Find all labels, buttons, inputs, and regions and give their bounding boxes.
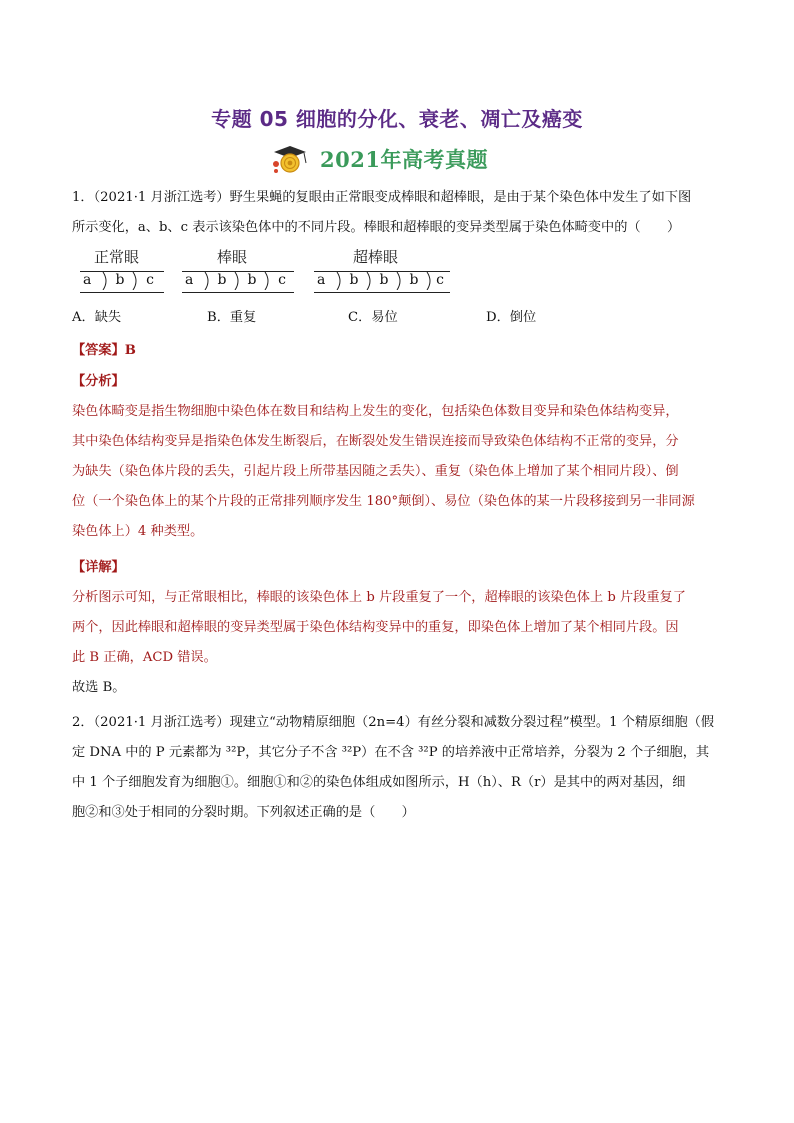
analysis-line-4: 位（一个染色体上的某个片段的正常排列顺序发生 180°颠倒）、易位（染色体的某一片段移接到另一非同源 [72,494,695,509]
segment-c: c [278,272,286,288]
segment-a: a [317,272,326,288]
segment-b: b [115,272,125,288]
question-1-options [72,306,724,330]
segment-c: c [146,272,154,288]
option-b[interactable]: B．重复 [207,310,257,325]
subtitle-row [268,142,488,176]
question-2-line-3: 中 1 个子细胞发育为细胞①。细胞①和②的染色体组成如图所示，H（h）、R（r）是其中的两对基因，细 [72,775,686,790]
segment-b: b [247,272,257,288]
answer-tag: 【答案】B [72,343,136,358]
answer-line [72,336,724,366]
option-d[interactable]: D．倒位 [486,310,537,325]
analysis-line-3: 为缺失（染色体片段的丢失，引起片段上所带基因随之丢失）、重复（染色体上增加了某个相同片段）、倒 [72,464,679,479]
detail-line-1: 分析图示可知，与正常眼相比，棒眼的该染色体上 b 片段重复了一个，超棒眼的该染色体上 b 片段重复了 [72,590,686,605]
question-1-line-2: 所示变化，a、b、c 表示该染色体中的不同片段。棒眼和超棒眼的变异类型属于染色体畸变中的（ ） [72,220,681,235]
subtitle: 2021年高考真题 [320,147,488,172]
chromosome-bar-eye [182,271,294,293]
analysis-line-5: 染色体上）4 种类型。 [72,524,204,539]
diagram-label-bar-eye: 棒眼 [217,248,248,266]
question-2-line-2: 定 DNA 中的 P 元素都为 ³²P，其它分子不含 ³²P）在不含 ³²P 的培养液中正常培养，分裂为 2 个子细胞，其 [72,745,710,760]
chromosome-normal-eye [80,271,164,293]
diagram-label-ultra-bar-eye: 超棒眼 [353,248,399,266]
question-1-stem [72,183,724,243]
segment-c: c [436,272,444,288]
page-title: 专题 05 细胞的分化、衰老、凋亡及癌变 [211,107,583,131]
segment-a: a [83,272,92,288]
detail-tag: 【详解】 [72,560,125,575]
diagram-label-normal-eye: 正常眼 [94,248,140,266]
detail-line-2: 两个，因此棒眼和超棒眼的变异类型属于染色体结构变异中的重复，即染色体上增加了某个相同片段。因 [72,620,679,635]
analysis-section [72,367,724,547]
analysis-tag: 【分析】 [72,374,125,389]
question-1-line-1: 1．（2021·1 月浙江选考）野生果蝇的复眼由正常眼变成棒眼和超棒眼，是由于某个染色体中发生了如下图 [72,190,692,205]
detail-section [72,553,724,703]
analysis-line-2: 其中染色体结构变异是指染色体发生断裂后，在断裂处发生错误连接而导致染色体结构不正常的变异，分 [72,434,679,449]
analysis-line-1: 染色体畸变是指生物细胞中染色体在数目和结构上发生的变化，包括染色体数目变异和染色体结构变异， [72,404,679,419]
segment-b: b [349,272,359,288]
question-2-stem [72,708,724,828]
graduate-owl-logo-icon [268,143,312,175]
chromosome-ultra-bar-eye [314,271,450,293]
question-2-line-1: 2．（2021·1 月浙江选考）现建立“动物精原细胞（2n=4）有丝分裂和减数分裂过程”模型。1 个精原细胞（假 [72,715,715,730]
segment-a: a [185,272,194,288]
option-a[interactable]: A．缺失 [72,310,122,325]
segment-b: b [379,272,389,288]
conclusion-line: 故选 B。 [72,680,126,695]
segment-b: b [217,272,227,288]
detail-line-3: 此 B 正确，ACD 错误。 [72,650,217,665]
segment-b: b [409,272,419,288]
question-2-line-4: 胞②和③处于相同的分裂时期。下列叙述正确的是（ ） [72,805,415,820]
option-c[interactable]: C．易位 [348,310,398,325]
